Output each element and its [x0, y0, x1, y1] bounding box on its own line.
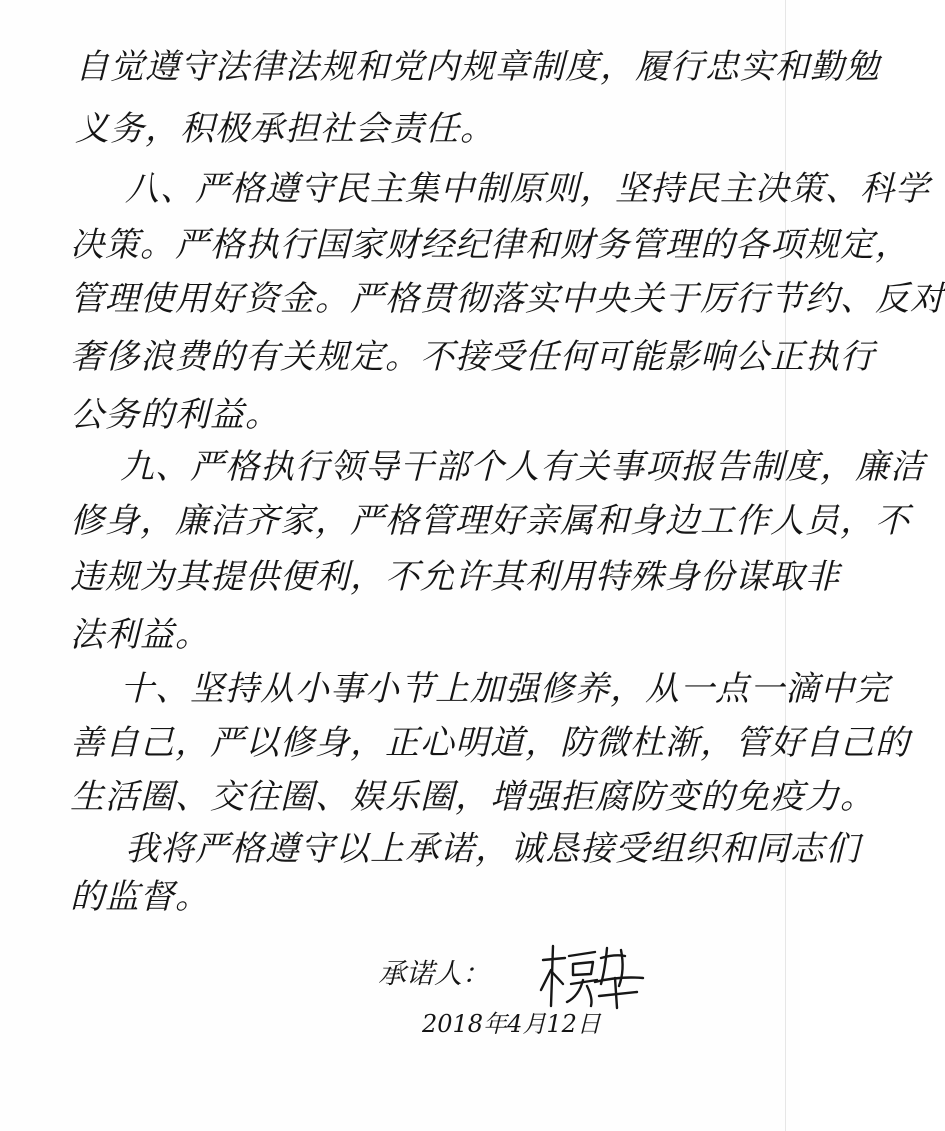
handwritten-signature	[535, 940, 650, 1012]
letter-line: 自觉遵守法律法规和党内规章制度，履行忠实和勤勉	[75, 47, 880, 87]
letter-line: 决策。严格执行国家财经纪律和财务管理的各项规定，	[70, 225, 910, 265]
letter-line: 我将严格遵守以上承诺，诚恳接受组织和同志们	[125, 829, 860, 869]
letter-line: 违规为其提供便利，不允许其利用特殊身份谋取非	[70, 557, 840, 597]
letter-line: 奢侈浪费的有关规定。不接受任何可能影响公正执行	[70, 337, 875, 377]
letter-line: 十、坚持从小事小节上加强修养，从一点一滴中完	[120, 669, 890, 709]
letter-line: 生活圈、交往圈、娱乐圈，增强拒腐防变的免疫力。	[70, 777, 875, 817]
letter-line: 修身，廉洁齐家，严格管理好亲属和身边工作人员，不	[70, 501, 910, 541]
letter-line: 法利益。	[70, 615, 210, 655]
letter-line: 的监督。	[70, 877, 210, 917]
signature-label: 承诺人：	[378, 957, 491, 990]
letter-line: 善自己，严以修身，正心明道，防微杜渐，管好自己的	[70, 723, 910, 763]
letter-line: 义务，积极承担社会责任。	[75, 109, 495, 149]
letter-line: 管理使用好资金。严格贯彻落实中央关于厉行节约、反对	[70, 279, 945, 319]
signing-date: 2018年4月12日	[422, 1010, 601, 1038]
letter-line: 八、严格遵守民主集中制原则，坚持民主决策、科学	[125, 169, 930, 209]
letter-line: 公务的利益。	[70, 395, 280, 435]
letter-line: 九、严格执行领导干部个人有关事项报告制度，廉洁	[120, 447, 925, 487]
